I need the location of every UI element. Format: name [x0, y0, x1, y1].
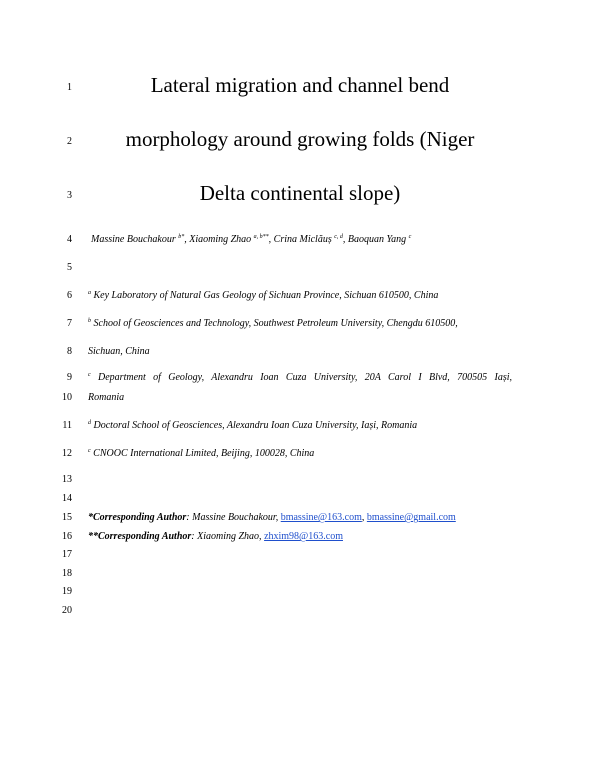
corresponding-name: : Xiaoming Zhao, — [191, 531, 265, 542]
affiliation-b — [88, 317, 458, 330]
line-number: 16 — [62, 531, 72, 542]
line-number: 3 — [67, 190, 72, 201]
line-number: 15 — [62, 512, 72, 523]
line-number: 5 — [67, 262, 72, 273]
affiliation-text: CNOOC International Limited, Beijing, 100028, China — [93, 448, 315, 459]
affiliation-text: Doctoral School of Geosciences, Alexandru Ioan Cuza University, Iași, Romania — [93, 420, 418, 431]
line-number: 9 — [67, 372, 72, 383]
line-number: 14 — [62, 493, 72, 504]
title-line: Delta continental slope) — [199, 181, 401, 205]
affiliation-mark: d — [88, 420, 91, 426]
affiliation-mark: b — [88, 318, 91, 324]
line-number: 18 — [62, 568, 72, 579]
title-line: morphology around growing folds (Niger — [125, 127, 475, 151]
line-number: 17 — [62, 549, 72, 560]
author-affiliation-mark: c — [408, 234, 412, 240]
email-link[interactable]: bmassine@gmail.com — [366, 512, 456, 523]
line-number: 10 — [62, 392, 72, 403]
affiliation-e — [88, 447, 314, 460]
author-separator: , — [268, 234, 274, 245]
author-name: Xiaoming Zhao — [189, 234, 252, 245]
affiliation-text: School of Geosciences and Technology, Southwest Petroleum University, Chengdu 610500, — [93, 318, 458, 329]
author-list — [91, 233, 411, 246]
line-number: 19 — [62, 586, 72, 597]
line-number: 2 — [67, 136, 72, 147]
author-name: Baoquan Yang — [347, 234, 407, 245]
affiliation-d — [88, 419, 417, 432]
author-affiliation-mark: a, b** — [253, 234, 269, 240]
line-number: 20 — [62, 605, 72, 616]
affiliation-text: Department of Geology, Alexandru Ioan Cuza University, 20A Carol I Blvd, 700505 Iași, — [98, 372, 512, 383]
author-name: Massine Bouchakour — [91, 234, 176, 245]
corresponding-author-2 — [88, 530, 343, 543]
affiliation-b-continued: Sichuan, China — [88, 346, 150, 357]
author-affiliation-mark: c, d — [334, 234, 343, 240]
corresponding-label: *Corresponding Author — [88, 512, 187, 523]
author-separator: , — [184, 234, 190, 245]
email-separator: , — [361, 512, 367, 523]
email-link[interactable]: zhxim98@163.com — [264, 531, 343, 542]
line-number: 7 — [67, 318, 72, 329]
line-number: 8 — [67, 346, 72, 357]
author-separator: , — [342, 234, 348, 245]
affiliation-c — [88, 371, 512, 384]
line-number: 6 — [67, 290, 72, 301]
affiliation-mark: c — [88, 372, 91, 378]
author-name: Crina Miclăuș — [273, 234, 332, 245]
affiliation-text: Key Laboratory of Natural Gas Geology of Sichuan Province, Sichuan 610500, China — [93, 290, 439, 301]
corresponding-name: : Massine Bouchakour, — [186, 512, 281, 523]
line-number: 12 — [62, 448, 72, 459]
title-line: Lateral migration and channel bend — [150, 73, 450, 97]
line-number: 11 — [62, 420, 72, 431]
author-affiliation-mark: b* — [178, 234, 185, 240]
line-number: 4 — [67, 234, 72, 245]
affiliation-c-continued: Romania — [88, 392, 125, 403]
line-number: 13 — [62, 474, 72, 485]
affiliation-mark: c — [88, 448, 91, 454]
line-number: 1 — [67, 82, 72, 93]
corresponding-author-1 — [88, 511, 456, 524]
corresponding-label: **Corresponding Author — [88, 531, 192, 542]
affiliation-mark: a — [88, 290, 91, 296]
email-link[interactable]: bmassine@163.com — [280, 512, 362, 523]
affiliation-a — [88, 289, 438, 302]
